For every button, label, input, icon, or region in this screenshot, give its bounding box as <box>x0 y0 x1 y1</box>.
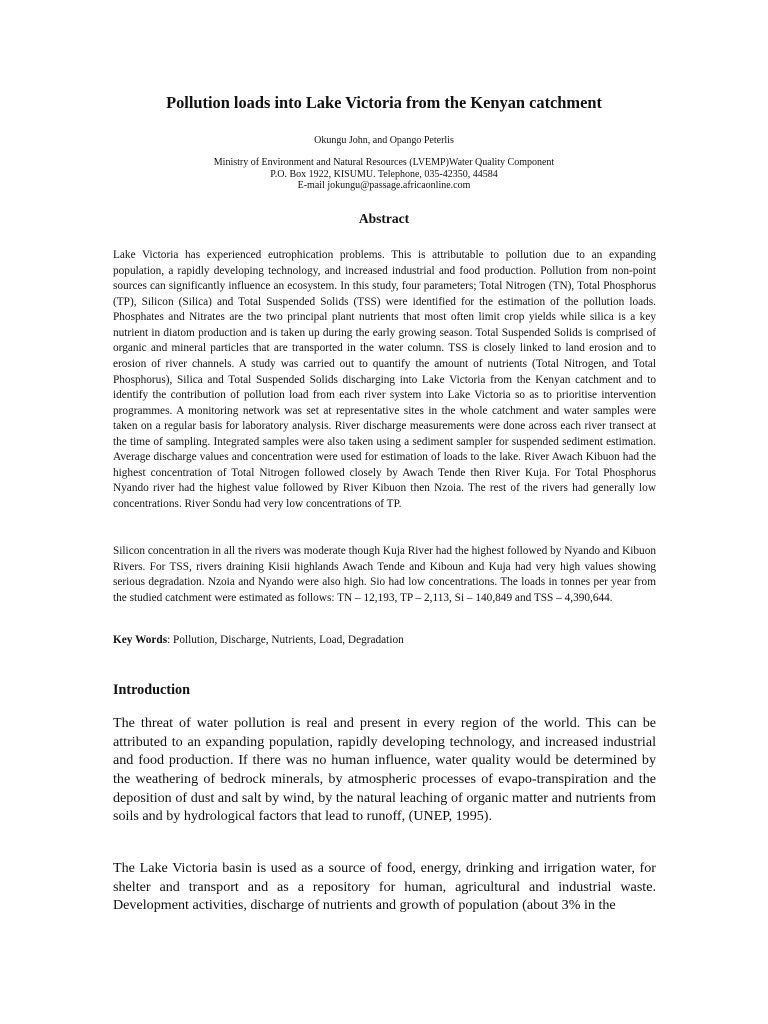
keywords-label: Key Words <box>113 634 168 646</box>
abstract-paragraph-1: Lake Victoria has experienced eutrophication problems. This is attributable to pollution due to an expanding population, a rapidly developing technology, and increased industrial and food production. Pollution from non-point sources can significantly influence an ecosystem. In this study, four parameters; Total Nitrogen (TN), Total Phosphorus (TP), Silicon (Silica) and Total Suspended Solids (TSS) were identified for the estimation of the pollution loads. Phosphates and Nitrates are the two principal plant nutrients that most often limit crop yields while silica is a key nutrient in diatom production and is taken up during the early growing season. Total Suspended Solids is comprised of organic and mineral particles that are transported in the water column. TSS is closely linked to land erosion and to erosion of river channels. A study was carried out to quantify the amount of nutrients (Total Nitrogen, and Total Phosphorus), Silica and Total Suspended Solids discharging into Lake Victoria from the Kenyan catchment and to identify the contribution of pollution load from each river system into Lake Victoria so as to prioritise intervention programmes. A monitoring network was set at representative sites in the whole catchment and water samples were taken on a regular basis for laboratory analysis. River discharge measurements were done across each river transect at the time of sampling. Integrated samples were also taken using a sediment sampler for suspended sediment estimation. Average discharge values and concentration were used for estimation of loads to the lake. River Awach Kibuon had the highest concentration of Total Nitrogen followed closely by Awach Tende then River Kuja. For Total Phosphorus Nyando river had the highest value followed by River Kibuon then Nzoia. The rest of the rivers had generally low concentrations. River Sondu had very low concentrations of TP. <box>113 249 656 510</box>
keywords-line <box>113 633 656 649</box>
introduction-paragraph-2: The Lake Victoria basin is used as a source of food, energy, drinking and irrigation water, for shelter and transport and as a repository for human, agricultural and industrial waste. Development activities, discharge of nutrients and growth of population (about 3% in the <box>113 860 656 914</box>
affiliation-ministry: Ministry of Environment and Natural Resources (LVEMP)Water Quality Component <box>213 157 555 168</box>
introduction-heading: Introduction <box>113 682 190 698</box>
author-line: Okungu John, and Opango Peterlis <box>314 135 454 146</box>
introduction-paragraph-1: The threat of water pollution is real and present in every region of the world. This can be attributed to an expanding population, rapidly developing technology, and increased industrial and food production. If there was no human influence, water quality would be determined by the weathering of bedrock minerals, by atmospheric processes of evapo-transpiration and the deposition of dust and salt by wind, by the natural leaching of organic matter and nutrients from soils and by hydrological factors that lead to runoff, (UNEP, 1995). <box>113 715 656 825</box>
affiliation-block <box>0 157 768 192</box>
affiliation-email: E-mail jokungu@passage.africaonline.com <box>297 180 471 191</box>
abstract-heading: Abstract <box>358 211 410 226</box>
paper-title: Pollution loads into Lake Victoria from the Kenyan catchment <box>166 93 602 112</box>
affiliation-address: P.O. Box 1922, KISUMU. Telephone, 035-42350, 44584 <box>270 168 498 180</box>
abstract-paragraph-2: Silicon concentration in all the rivers was moderate though Kuja River had the highest followed by Nyando and Kibuon Rivers. For TSS, rivers draining Kisii highlands Awach Tende and Kiboun and Kuja had very high values showing serious degradation. Nzoia and Nyando were also high. Sio had low concentrations. The loads in tonnes per year from the studied catchment were estimated as follows: TN – 12,193, TP – 2,113, Si – 140,849 and TSS – 4,390,644. <box>113 545 656 604</box>
keywords-list: : Pollution, Discharge, Nutrients, Load, Degradation <box>167 634 404 646</box>
